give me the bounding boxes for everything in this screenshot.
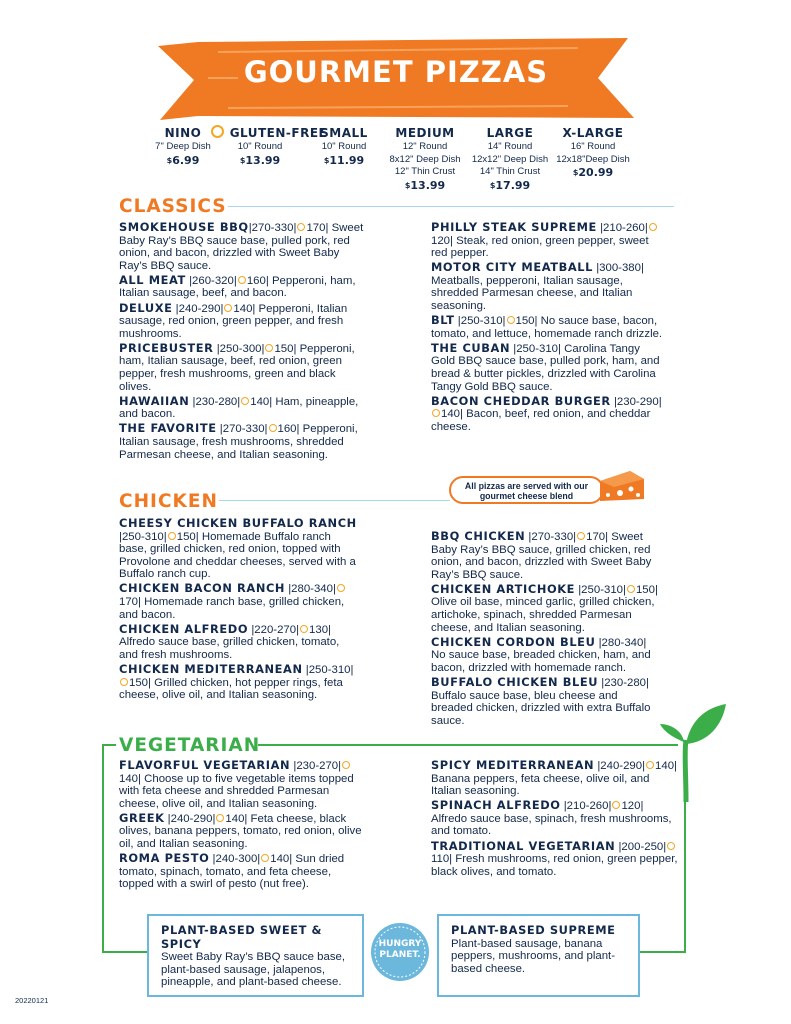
item-name: CHICKEN ARTICHOKE [431,581,576,596]
item-description: Pepperoni, Italian sausage, red onion, green pepper, and fresh mushrooms. [119,302,348,340]
item-description: Carolina Tangy Gold BBQ sauce base, pulled pork, ham, and bread & butter pickles, drizzled with Carolina Tangy Gold BBQ sauce. [431,342,660,393]
menu-item [119,812,367,851]
item-calories: |280-340| [595,636,647,649]
menu-item [431,759,679,798]
size-crust: 12x12" Deep Dish [471,153,549,165]
item-gf-calories: 160| [277,423,300,436]
item-description: Homemade Buffalo ranch base, grilled chicken, red onion, topped with Provolone and cheddar cheeses, served with a Buffalo ranch cup. [119,530,356,581]
item-gf-calories: 130| [309,623,332,636]
item-description: No sauce base, breaded chicken, ham, and bacon, drizzled with homemade ranch. [431,649,651,674]
item-calories: |240-290| [164,812,216,825]
section-rule [219,500,450,501]
page-title: GOURMET PIZZAS [243,55,549,89]
item-gf-calories: 140| [655,760,678,772]
menu-item [119,663,359,702]
item-name: PLANT-BASED SUPREME [451,923,616,937]
item-description: Ham, pineapple, and bacon. [119,395,359,421]
menu-item [119,582,359,621]
section-title-classics: CLASSICS [119,196,227,217]
item-gf-calories: 140| [270,853,293,866]
menu-item [431,636,659,675]
gluten-free-icon [337,584,345,592]
vegetarian-right-list [431,759,679,880]
menu-item [431,840,679,879]
item-description: Feta cheese, black olives, banana peppers, tomato, red onion, olive oil, and Italian seasoning. [119,812,362,851]
item-name: BLT [431,313,455,328]
menu-item [119,759,367,810]
gluten-free-icon [265,344,273,352]
green-frame [640,951,686,953]
item-description: Alfredo sauce base, spinach, fresh mushrooms, and tomato. [431,812,672,838]
item-gf-calories: 170| [306,222,329,234]
size-name: MEDIUM [395,126,455,140]
size-price: $11.99 [323,153,365,167]
item-description: Bacon, beef, red onion, and cheddar cheese. [431,408,651,433]
plant-based-supreme-box [437,914,640,997]
item-description: Grilled chicken, hot pepper rings, feta cheese, olive oil, and Italian seasoning. [119,676,343,702]
size-name: X-LARGE [562,126,624,140]
item-description: Meatballs, pepperoni, Italian sausage, shredded Parmesan cheese, and Italian seasoning. [431,274,633,313]
size-price: $13.99 [239,153,281,167]
item-name: SPICY MEDITERRANEAN [431,758,595,772]
item-calories: |240-290| [172,302,224,315]
menu-item [431,799,679,838]
item-name: FLAVORFUL VEGETARIAN [119,758,291,772]
item-gf-calories: 150| [176,530,199,543]
item-description: Steak, red onion, green pepper, sweet red pepper. [431,234,649,260]
gluten-free-icon [238,276,246,284]
item-name: DELUXE [119,300,173,315]
item-name: PHILLY STEAK SUPREME [431,220,597,234]
item-description: Pepperoni, ham, Italian sausage, beef, red onion, green pepper, fresh mushrooms, green and black olives. [119,342,355,393]
item-description: Homemade ranch base, grilled chicken, and bacon. [119,596,345,621]
menu-item [119,422,367,461]
menu-item [431,395,666,434]
size-name: NINO [164,126,202,140]
item-name: SMOKEHOUSE BBQ [119,220,249,234]
menu-item [119,302,367,341]
gluten-free-icon [627,585,635,593]
menu-item [431,342,666,393]
item-name: THE FAVORITE [119,421,217,436]
item-name: CHICKEN BACON RANCH [119,581,286,596]
item-name: CHICKEN ALFREDO [119,621,249,636]
menu-item [119,221,367,272]
item-gf-calories: 110| [431,853,453,866]
gluten-free-icon [646,761,654,769]
size-crust: 12" Round [402,141,448,152]
item-name: MOTOR CITY MEATBALL [431,260,594,275]
menu-item [119,623,359,662]
item-gf-calories: 140| [250,395,273,408]
gluten-free-icon [612,801,620,809]
gluten-free-icon [261,854,269,862]
size-price: $6.99 [166,153,200,167]
item-calories: |210-260| [596,222,648,234]
item-gf-calories: 120| [621,800,644,813]
menu-item [431,530,659,581]
cheese-wedge-icon [598,469,646,503]
item-description: Sweet Baby Ray’s BBQ sauce base, pulled pork, red onion, and bacon, drizzled with Sweet Baby Ray’s BBQ sauce. [119,222,364,272]
gluten-free-icon [211,125,224,138]
hungry-planet-logo-text [370,939,430,961]
classics-left-list [119,221,367,463]
item-name: BACON CHEDDAR BURGER [431,393,611,408]
item-calories: |230-290| [610,395,662,408]
item-gf-calories: 120| [431,234,453,247]
gluten-free-icon [649,223,657,231]
gluten-free-icon [667,842,675,850]
size-crust: 10" Round [321,141,367,152]
classics-right-list [431,221,666,435]
item-gf-calories: 160| [246,274,269,287]
chicken-right-list [431,530,659,729]
menu-item [119,274,367,300]
item-gf-calories: 170| [586,531,609,543]
green-frame [102,744,104,952]
item-calories: |230-280| [598,677,649,690]
item-name: CHICKEN CORDON BLEU [431,634,596,649]
section-rule [228,206,674,207]
size-crust: 12" Thin Crust [394,166,456,177]
item-gf-calories: 150| [635,583,658,596]
item-description: Plant-based sausage, banana peppers, mushrooms, and plant-based cheese. [451,937,615,975]
size-crust: 14" Round [487,141,533,152]
item-gf-calories: 170| [119,596,141,609]
gluten-free-icon [577,532,585,540]
size-name: LARGE [486,126,534,140]
item-name: THE CUBAN [431,340,511,355]
gluten-free-icon [216,814,224,822]
item-calories: |250-310| [302,664,354,677]
size-crust: 8x12" Deep Dish [389,153,461,165]
size-price: $20.99 [572,166,614,179]
item-calories: |250-310| [510,342,561,355]
item-description: Sun dried tomato, spinach, tomato, and feta cheese, topped with a swirl of pesto (nut free). [119,853,345,891]
vegetarian-left-list [119,759,367,892]
item-calories: |270-330| [248,222,297,234]
green-frame [102,951,147,953]
gluten-free-icon [241,397,249,405]
item-calories: |250-310| [119,530,167,543]
item-calories: |200-250| [615,840,667,853]
item-name: CHEESY CHICKEN BUFFALO RANCH [119,516,357,530]
size-crust: 16" Round [570,141,616,152]
item-calories: |240-290| [594,760,646,772]
item-gf-calories: 140| [119,772,141,785]
item-name: ROMA PESTO [119,851,210,866]
item-calories: |240-300| [209,853,261,866]
size-price: $13.99 [404,178,446,192]
size-crust: 14" Thin Crust [479,166,541,177]
item-calories: |250-310| [454,315,506,328]
item-name: CHICKEN MEDITERRANEAN [119,662,303,677]
menu-item [119,395,367,421]
item-calories: |230-280| [189,395,241,408]
item-calories: |260-320| [185,274,237,287]
item-name: TRADITIONAL VEGETARIAN [431,838,616,853]
size-crust: 12x18"Deep Dish [556,153,630,165]
item-description: Fresh mushrooms, red onion, green pepper, black olives, and tomato. [431,853,678,878]
item-name: ALL MEAT [119,272,186,287]
gluten-free-icon [269,424,277,432]
gluten-free-icon [342,761,350,769]
size-price: $17.99 [489,178,531,192]
gluten-free-icon [168,532,176,540]
item-description: Olive oil base, minced garlic, grilled chicken, artichoke, spinach, shredded Parmesan cheese, and Italian seasoning. [431,596,655,634]
item-description: Sweet Baby Ray’s BBQ sauce, grilled chicken, red onion, and bacon, drizzled with Sweet Baby Ray’s BBQ sauce. [431,531,652,581]
cheese-blend-callout: All pizzas are served with our gourmet cheese blend [449,476,604,504]
item-name: GREEK [119,810,165,825]
menu-item [431,221,666,260]
menu-item [431,583,659,634]
item-gf-calories: 140| [225,812,248,825]
chicken-left-list [119,517,359,703]
item-description: No sauce base, bacon, tomato, and lettuce, homemade ranch drizzle. [431,315,663,340]
item-name: SPINACH ALFREDO [431,798,561,813]
item-calories: |270-330| [525,531,577,543]
size-crust: 7" Deep Dish [155,141,211,152]
item-description: Pepperoni, ham, Italian sausage, beef, and bacon. [119,274,356,300]
gluten-free-icon [120,678,128,686]
item-description: Sweet Baby Ray’s BBQ sauce base, plant-based sausage, jalapenos, pineapple, and plant-based cheese. [161,951,346,989]
gluten-free-icon [224,304,232,312]
item-description: Banana peppers, feta cheese, olive oil, and Italian seasoning. [431,772,650,798]
item-description: Choose up to five vegetable items topped with feta cheese and shredded Parmesan cheese, olive oil, and Italian seasoning. [119,772,354,810]
item-name: BUFFALO CHICKEN BLEU [431,675,599,690]
title-banner [158,38,634,120]
item-gf-calories: 140| [233,302,256,315]
item-name: PRICEBUSTER [119,340,214,355]
item-gf-calories: 140| [441,408,463,421]
green-frame [258,744,678,746]
item-name: BBQ CHICKEN [431,529,526,543]
gluten-free-icon [507,316,515,324]
item-name: PLANT-BASED SWEET & SPICY [161,923,323,951]
section-title-chicken: CHICKEN [119,491,218,512]
menu-item [119,852,367,891]
size-option [543,126,643,180]
item-calories: |300-380| [593,262,644,275]
size-crust: 10" Round [237,141,283,152]
menu-item [431,261,666,312]
item-name: HAWAIIAN [119,393,190,408]
item-calories: |270-330| [216,423,268,436]
menu-item [431,314,666,340]
menu-item [119,342,367,393]
item-calories: |210-260| [560,800,612,813]
item-calories: |280-340| [285,583,336,596]
item-calories: |250-310| [575,583,626,596]
gluten-free-icon [297,223,305,231]
gluten-free-icon [432,409,440,417]
logo-line: HUNGRY [378,939,422,949]
gluten-free-icon [300,625,308,633]
item-description: Buffalo sauce base, bleu cheese and breaded chicken, drizzled with extra Buffalo sauce. [431,689,651,727]
item-description: Pepperoni, Italian sausage, fresh mushrooms, shredded Parmesan cheese, and Italian seasoning. [119,423,358,461]
document-code: 20220121 [15,996,49,1005]
item-gf-calories: 150| [274,342,297,355]
menu-item [431,676,659,727]
green-frame [102,744,116,746]
item-calories: |250-300| [213,342,265,355]
logo-line: PLANET. [379,950,421,960]
item-gf-calories: 150| [129,676,151,689]
size-name: GLUTEN-FREE [210,126,310,141]
item-gf-calories: 150| [515,315,538,328]
item-description: Alfredo sauce base, grilled chicken, tomato, and fresh mushrooms. [119,636,340,661]
menu-item [119,517,359,581]
section-title-vegetarian: VEGETARIAN [119,735,261,756]
size-name: SMALL [320,126,368,140]
item-calories: |230-270| [290,760,342,772]
item-calories: |220-270| [248,623,300,636]
plant-based-sweet-spicy-box [147,914,364,997]
